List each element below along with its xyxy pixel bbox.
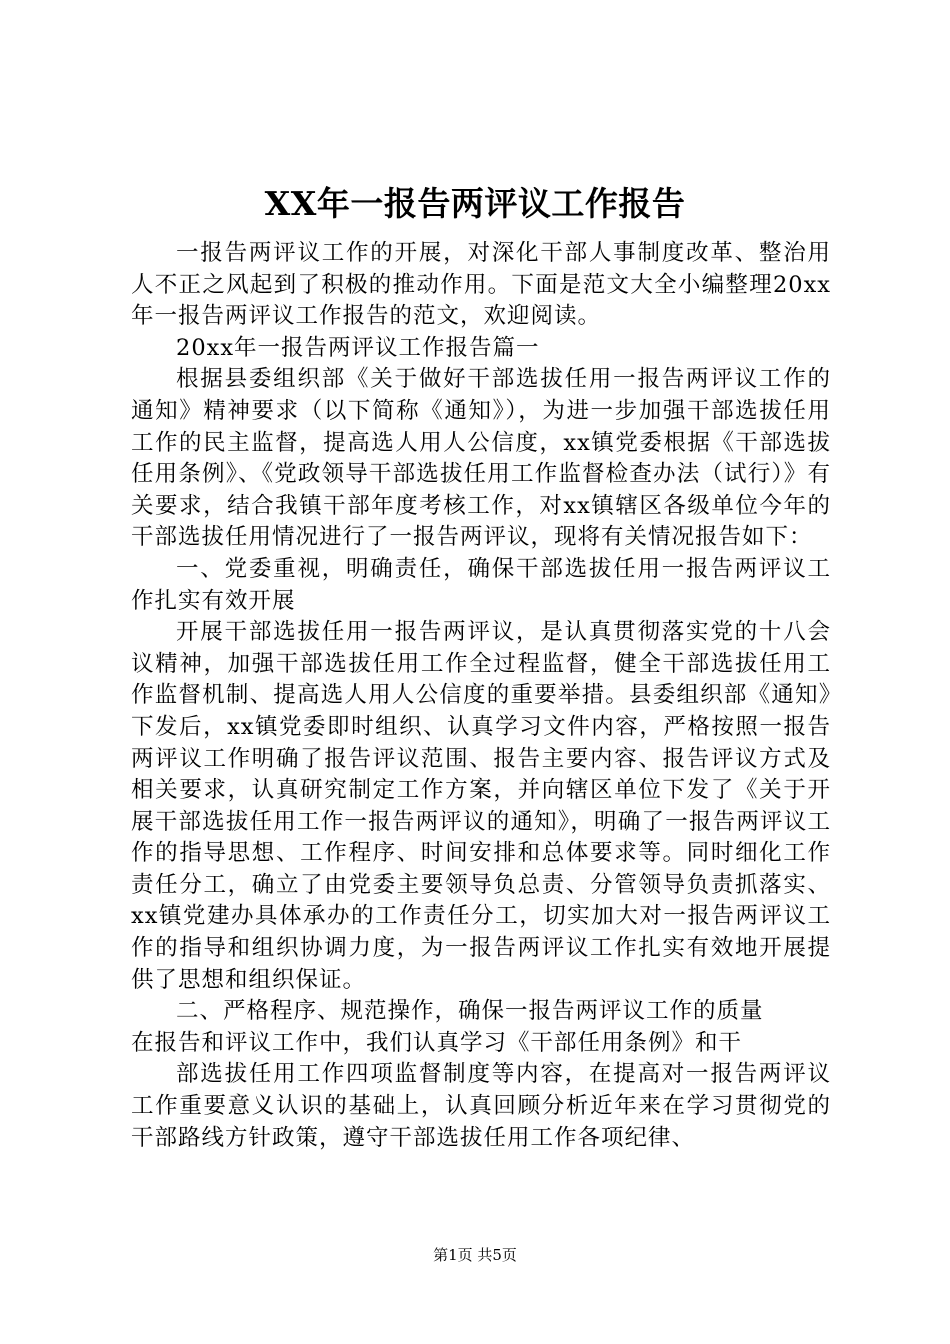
paragraph-section-1: 开展干部选拔任用一报告两评议，是认真贯彻落实党的十八会议精神，加强干部选拔任用工作全过程监督，健全干部选拔任用工作监督机制、提高选人用人公信度的重要举措。县委组织部《通知》下发后，xx镇党委即时组织、认真学习文件内容，严格按照一报告两评议工作明确了报告评议范围、报告主要内容、报告评议方式及相关要求，认真研究制定工作方案，并向辖区单位下发了《关于开展干部选拔任用工作一报告两评议的通知》，明确了一报告两评议工作的指导思想、工作程序、时间安排和总体要求等。同时细化工作责任分工，确立了由党委主要领导负总责、分管领导负责抓落实、xx镇党建办具体承办的工作责任分工，切实加大对一报告两评议工作的指导和组织协调力度，为一报告两评议工作扎实有效地开展提供了思想和组织保证。 [131, 619, 831, 993]
paragraph-intro: 一报告两评议工作的开展，对深化干部人事制度改革、整治用人不正之风起到了积极的推动作用。下面是范文大全小编整理20xx年一报告两评议工作报告的范文，欢迎阅读。 [131, 240, 831, 330]
section-heading-2: 二、严格程序、规范操作，确保一报告两评议工作的质量 [176, 998, 764, 1025]
page-footer: 第1页 共5页 [433, 1246, 517, 1264]
section-heading-1: 一、党委重视，明确责任，确保干部选拔任用一报告两评议工作扎实有效开展 [131, 555, 831, 614]
document-body [131, 238, 831, 1154]
document-title: XX年一报告两评议工作报告 [264, 184, 686, 223]
paragraph-subtitle: 20xx年一报告两评议工作报告篇一 [176, 334, 540, 361]
paragraph-section-2a: 在报告和评议工作中，我们认真学习《干部任用条例》和干 [131, 1029, 743, 1056]
paragraph-section-2b: 部选拔任用工作四项监督制度等内容，在提高对一报告两评议工作重要意义认识的基础上，认真回顾分析近年来在学习贯彻党的干部路线方针政策，遵守干部选拔任用工作各项纪律、 [131, 1061, 831, 1151]
paragraph-background: 根据县委组织部《关于做好干部选拔任用一报告两评议工作的通知》精神要求（以下简称《通知》），为进一步加强干部选拔任用工作的民主监督，提高选人用人公信度，xx镇党委根据《干部选拔任用条例》、《党政领导干部选拔任用工作监督检查办法（试行）》有关要求，结合我镇干部年度考核工作，对xx镇辖区各级单位今年的干部选拔任用情况进行了一报告两评议，现将有关情况报告如下： [131, 366, 831, 551]
